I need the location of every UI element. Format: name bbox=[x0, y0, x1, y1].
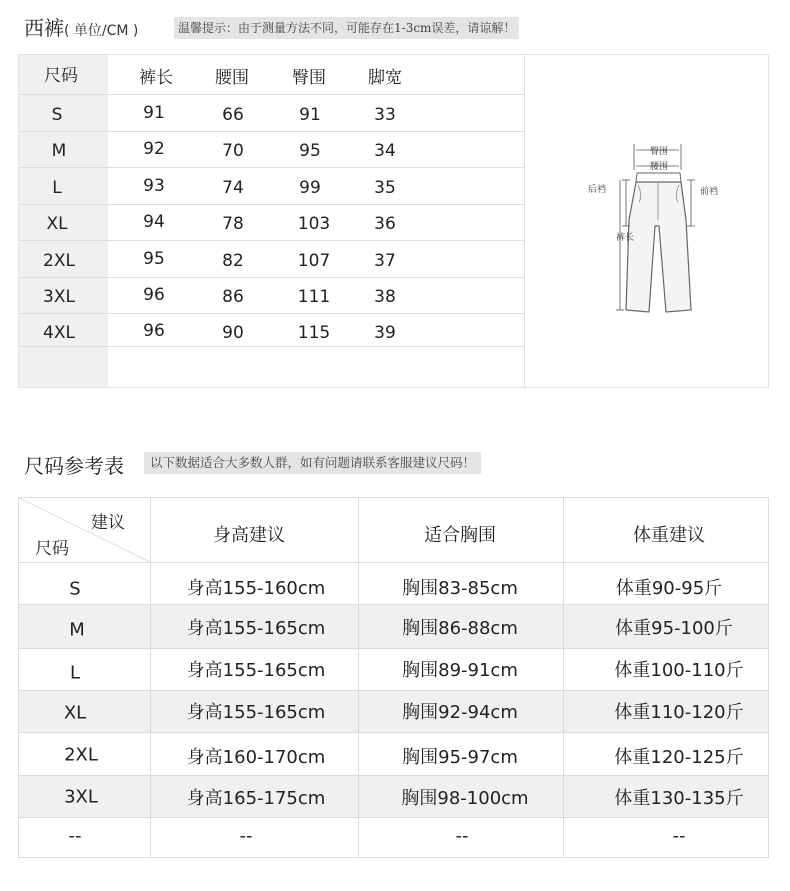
length-cell: 96 bbox=[143, 285, 165, 305]
chest-cell: 胸围95-97cm bbox=[402, 747, 518, 768]
length-cell: 92 bbox=[143, 139, 165, 159]
size-cell: 3XL bbox=[43, 287, 75, 307]
length-cell: 94 bbox=[143, 212, 165, 232]
row-line bbox=[19, 732, 768, 733]
corner-label-size: 尺码 bbox=[35, 539, 69, 559]
row-line bbox=[19, 817, 768, 818]
hem-cell: 37 bbox=[374, 251, 396, 271]
waist-label: 腰围 bbox=[650, 162, 669, 172]
section1-title bbox=[24, 12, 138, 41]
chest-cell: 胸围98-100cm bbox=[401, 788, 529, 809]
column-header: 裤长 bbox=[139, 68, 173, 88]
row-line bbox=[19, 167, 524, 168]
length-label: 裤长 bbox=[616, 233, 635, 243]
col-line bbox=[563, 498, 564, 857]
row-line bbox=[19, 131, 524, 132]
back-rise-label: 后裆 bbox=[588, 185, 607, 195]
section1-tip: 温馨提示：由于测量方法不同，可能存在1-3cm误差，请谅解！ bbox=[174, 17, 519, 39]
column-header: 腰围 bbox=[215, 68, 249, 88]
row-line bbox=[19, 690, 768, 691]
front-rise-label: 前裆 bbox=[700, 187, 719, 197]
row-line bbox=[19, 648, 768, 649]
height-cell: -- bbox=[239, 825, 253, 847]
size-cell: L bbox=[52, 178, 62, 198]
section2-tip: 以下数据适合大多数人群，如有问题请联系客服建议尺码！ bbox=[144, 452, 481, 474]
height-cell: 身高160-170cm bbox=[186, 747, 326, 768]
waist-cell: 74 bbox=[222, 178, 244, 198]
size-cell: 4XL bbox=[43, 323, 75, 343]
chest-cell: 胸围92-94cm bbox=[402, 702, 518, 723]
hem-cell: 38 bbox=[374, 287, 396, 307]
column-header: 身高建议 bbox=[213, 525, 285, 546]
waist-cell: 86 bbox=[222, 287, 244, 307]
column-header: 尺码 bbox=[44, 66, 78, 86]
height-cell: 身高165-175cm bbox=[186, 788, 326, 809]
hem-cell: 35 bbox=[374, 178, 396, 198]
waist-cell: 82 bbox=[222, 251, 244, 271]
chest-cell: 胸围86-88cm bbox=[402, 618, 518, 639]
weight-cell: 体重100-110斤 bbox=[614, 660, 744, 681]
size-cell: S bbox=[51, 105, 63, 125]
reference-table bbox=[18, 497, 769, 858]
pants-measurement-diagram bbox=[580, 130, 730, 330]
column-header: 臀围 bbox=[292, 68, 326, 88]
hem-cell: 34 bbox=[374, 141, 396, 161]
section2-title: 尺码参考表 bbox=[24, 454, 124, 478]
weight-cell: 体重95-100斤 bbox=[615, 618, 733, 639]
column-header: 体重建议 bbox=[633, 525, 705, 546]
hip-cell: 99 bbox=[299, 178, 321, 198]
hem-cell: 33 bbox=[374, 105, 396, 125]
weight-cell: 体重90-95斤 bbox=[615, 578, 723, 599]
corner-label-suggestion: 建议 bbox=[91, 513, 125, 533]
length-cell: 93 bbox=[143, 176, 165, 196]
size-cell: XL bbox=[46, 214, 68, 234]
hip-label: 臀围 bbox=[650, 147, 669, 157]
size-cell: -- bbox=[68, 825, 82, 847]
row-line bbox=[19, 277, 524, 278]
size-cell: M bbox=[69, 619, 85, 641]
hip-cell: 91 bbox=[299, 105, 321, 125]
row-line bbox=[19, 94, 524, 95]
row-line bbox=[19, 346, 524, 347]
length-cell: 91 bbox=[143, 103, 165, 123]
hip-cell: 115 bbox=[297, 323, 331, 343]
height-cell: 身高155-165cm bbox=[186, 660, 326, 681]
chest-cell: -- bbox=[455, 825, 469, 847]
waist-cell: 90 bbox=[222, 323, 244, 343]
waist-cell: 70 bbox=[222, 141, 244, 161]
row-line bbox=[19, 775, 768, 776]
column-header: 适合胸围 bbox=[424, 525, 496, 546]
size-cell: 2XL bbox=[64, 744, 98, 766]
hem-cell: 36 bbox=[374, 214, 396, 234]
col-line bbox=[358, 498, 359, 857]
hip-cell: 111 bbox=[297, 287, 331, 307]
hip-cell: 107 bbox=[297, 251, 331, 271]
weight-cell: 体重110-120斤 bbox=[614, 702, 744, 723]
length-cell: 96 bbox=[143, 321, 165, 341]
table-divider bbox=[524, 55, 525, 387]
hip-cell: 103 bbox=[297, 214, 331, 234]
chest-cell: 胸围83-85cm bbox=[402, 578, 518, 599]
column-header: 脚宽 bbox=[368, 68, 402, 88]
hem-cell: 39 bbox=[374, 323, 396, 343]
size-cell: XL bbox=[63, 702, 87, 724]
hip-cell: 95 bbox=[299, 141, 321, 161]
size-cell: 2XL bbox=[43, 251, 75, 271]
weight-cell: 体重130-135斤 bbox=[614, 788, 744, 809]
unit-label: ( 单位/CM ) bbox=[64, 23, 139, 39]
row-line bbox=[19, 313, 524, 314]
height-cell: 身高155-160cm bbox=[186, 578, 326, 599]
row-line bbox=[19, 604, 768, 605]
row-line bbox=[19, 240, 524, 241]
weight-cell: 体重120-125斤 bbox=[614, 747, 744, 768]
height-cell: 身高155-165cm bbox=[186, 702, 326, 723]
title-text: 西裤 bbox=[24, 16, 64, 40]
height-cell: 身高155-165cm bbox=[186, 618, 326, 639]
size-cell: 3XL bbox=[64, 786, 98, 808]
length-cell: 95 bbox=[143, 249, 165, 269]
waist-cell: 66 bbox=[222, 105, 244, 125]
size-cell: S bbox=[69, 578, 81, 600]
size-cell: M bbox=[51, 141, 67, 161]
row-line bbox=[19, 204, 524, 205]
chest-cell: 胸围89-91cm bbox=[402, 660, 518, 681]
size-cell: L bbox=[69, 662, 81, 684]
weight-cell: -- bbox=[672, 825, 686, 847]
waist-cell: 78 bbox=[222, 214, 244, 234]
